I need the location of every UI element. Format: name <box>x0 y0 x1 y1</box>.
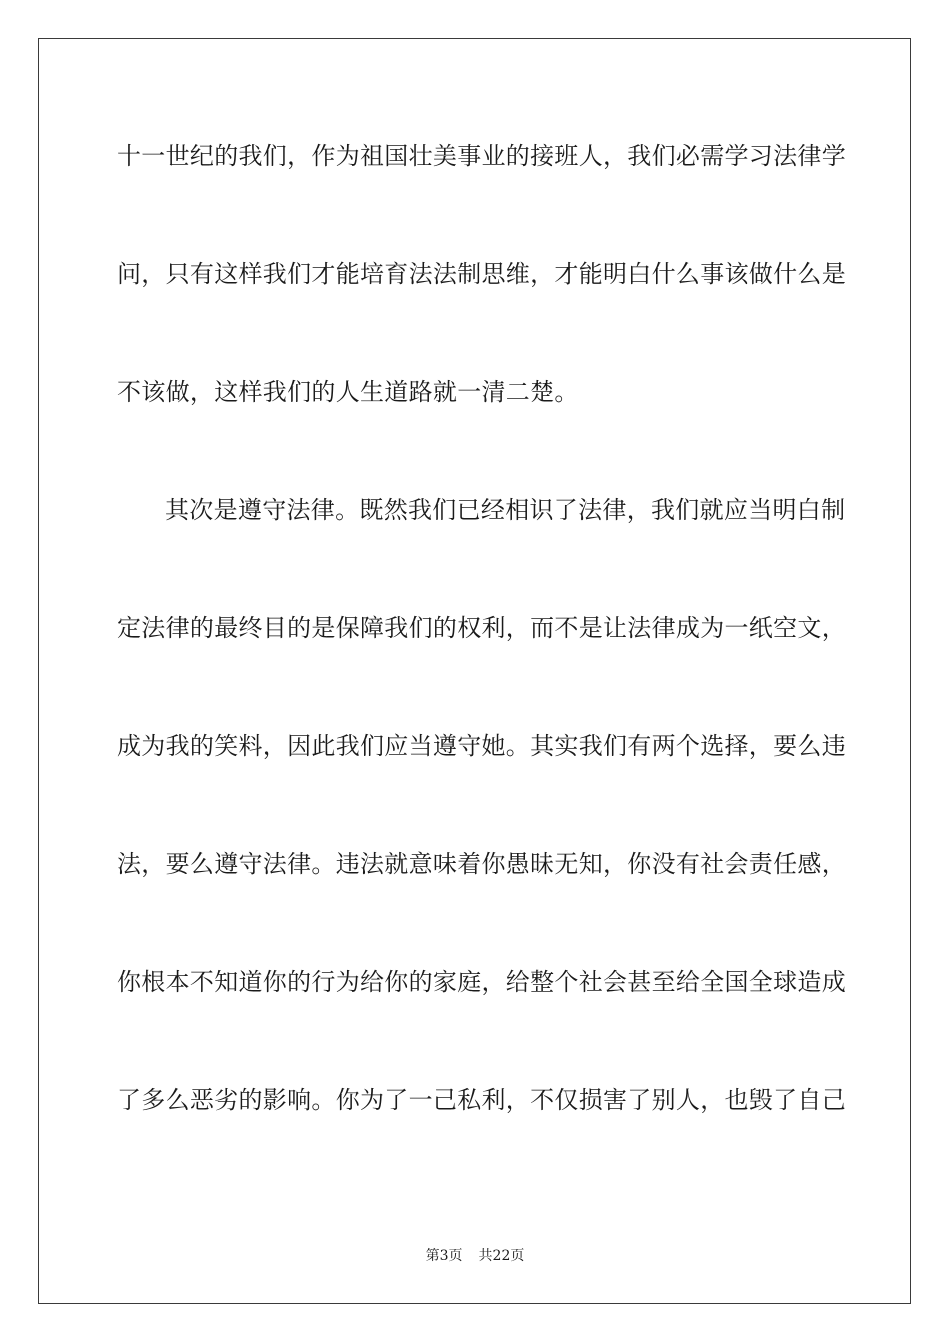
page-number: 第3页 <box>425 1248 463 1264</box>
page-footer <box>0 1246 950 1266</box>
paragraph-line: 其次是遵守法律。既然我们已经相识了法律，我们就应当明白制 <box>165 496 846 524</box>
paragraph-line: 你根本不知道你的行为给你的家庭，给整个社会甚至给全国全球造成 <box>117 968 846 996</box>
paragraph-line: 成为我的笑料，因此我们应当遵守她。其实我们有两个选择，要么违 <box>117 732 846 760</box>
paragraph-line: 十一世纪的我们，作为祖国壮美事业的接班人，我们必需学习法律学 <box>117 142 846 170</box>
paragraph-line: 问，只有这样我们才能培育法法制思维，才能明白什么事该做什么是 <box>117 260 846 288</box>
paragraph-line: 定法律的最终目的是保障我们的权利，而不是让法律成为一纸空文， <box>117 614 846 642</box>
page-total: 共22页 <box>478 1248 525 1264</box>
paragraph-line: 不该做，这样我们的人生道路就一清二楚。 <box>117 378 579 406</box>
document-body <box>117 126 846 1188</box>
paragraph-line: 了多么恶劣的影响。你为了一己私利，不仅损害了别人，也毁了自己 <box>117 1086 846 1114</box>
paragraph-line: 法，要么遵守法律。违法就意味着你愚昧无知，你没有社会责任感， <box>117 850 846 878</box>
